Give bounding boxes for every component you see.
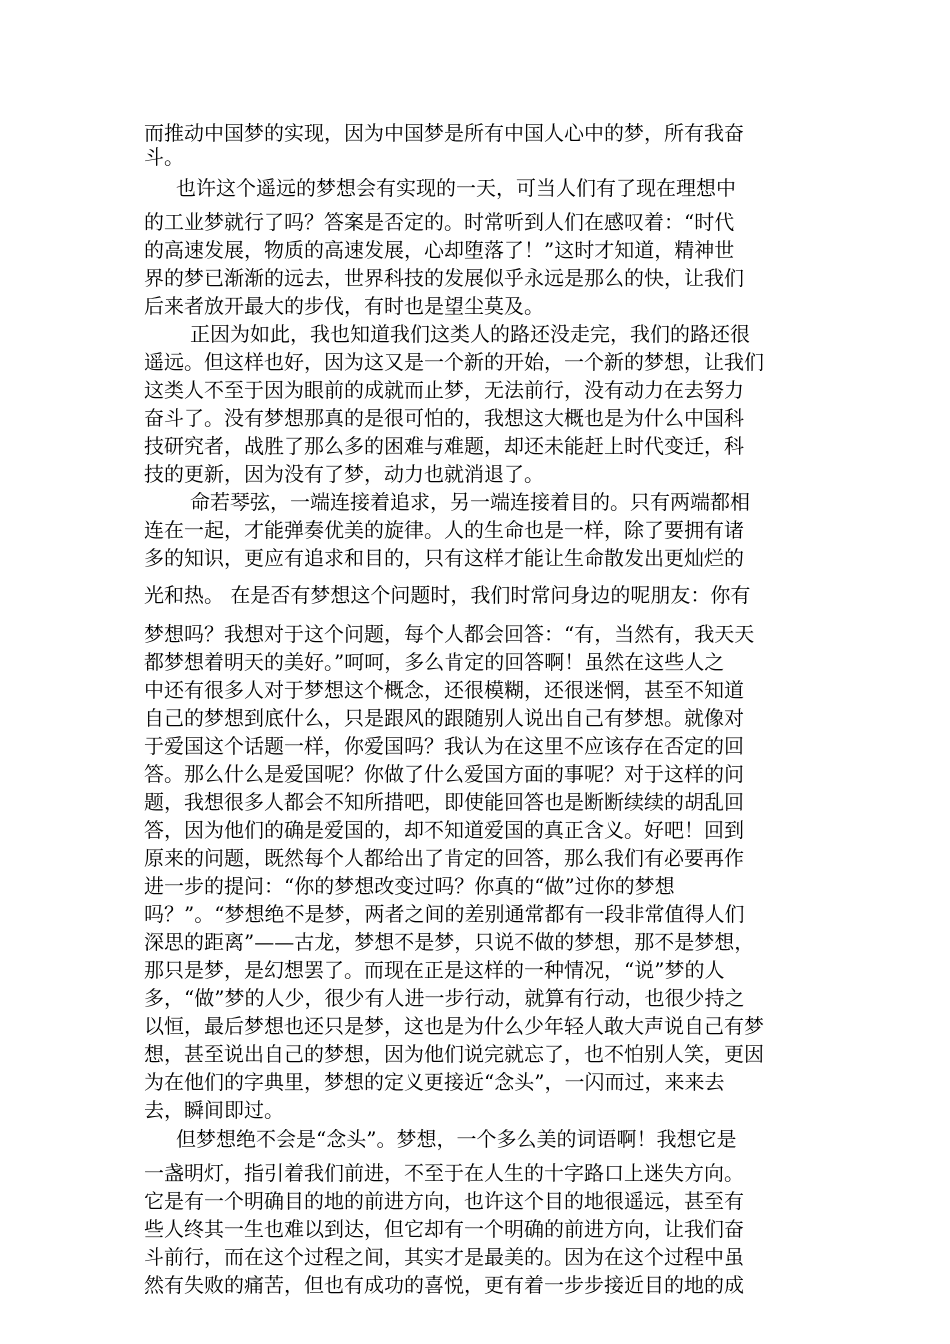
text-line: 自己的梦想到底什么，只是跟风的跟随别人说出自己有梦想。就像对	[144, 706, 744, 730]
text-line: 奋斗了。没有梦想那真的是很可怕的，我想这大概也是为什么中国科	[144, 406, 744, 430]
text-line: 界的梦已渐渐的远去，世界科技的发展似乎永远是那么的快，让我们	[144, 266, 744, 290]
text-line: 那只是梦，是幻想罢了。而现在正是这样的一种情况，“说”梦的人	[144, 958, 725, 982]
text-line: 深思的距离”——古龙，梦想不是梦，只说不做的梦想，那不是梦想，	[144, 930, 755, 954]
text-line: 题，我想很多人都会不知所措吧，即使能回答也是断断续续的胡乱回	[144, 790, 744, 814]
text-line: 连在一起，才能弹奏优美的旋律。人的生命也是一样，除了要拥有诸	[144, 518, 744, 542]
text-line: 为在他们的字典里，梦想的定义更接近“念头”，一闪而过，来来去	[144, 1070, 725, 1094]
text-line: 中还有很多人对于梦想这个概念，还很模糊，还很迷惘，甚至不知道	[144, 678, 744, 702]
text-line: 然有失败的痛苦，但也有成功的喜悦，更有着一步步接近目的地的成	[144, 1273, 744, 1297]
text-line: 但梦想绝不会是“念头”。梦想，一个多么美的词语啊！我想它是	[176, 1127, 737, 1151]
text-line: 答。那么什么是爱国呢？你做了什么爱国方面的事呢？对于这样的问	[144, 762, 744, 786]
text-line: 去，瞬间即过。	[144, 1098, 284, 1122]
text-line: 于爱国这个话题一样，你爱国吗？我认为在这里不应该存在否定的回	[144, 734, 744, 758]
text-line: 想，甚至说出自己的梦想，因为他们说完就忘了，也不怕别人笑，更因	[144, 1042, 764, 1066]
text-line: 都梦想着明天的美好。”呵呵，多么肯定的回答啊！虽然在这些人之	[144, 650, 725, 674]
text-line: 命若琴弦，一端连接着追求，另一端连接着目的。只有两端都相	[190, 490, 750, 514]
text-line: 遥远。但这样也好，因为这又是一个新的开始，一个新的梦想，让我们	[144, 350, 764, 374]
text-line: 后来者放开最大的步伐，有时也是望尘莫及。	[144, 294, 544, 318]
text-line: 一盏明灯，指引着我们前进，不至于在人生的十字路口上迷失方向。	[144, 1161, 744, 1185]
text-line: 而推动中国梦的实现，因为中国梦是所有中国人心中的梦，所有我奋	[144, 121, 744, 145]
text-line: 原来的问题，既然每个人都给出了肯定的回答，那么我们有必要再作	[144, 846, 744, 870]
text-line: 这类人不至于因为眼前的成就而止梦，无法前行，没有动力在去努力	[144, 378, 744, 402]
text-line: 多的知识，更应有追求和目的，只有这样才能让生命散发出更灿烂的	[144, 546, 744, 570]
text-line: 也许这个遥远的梦想会有实现的一天，可当人们有了现在理想中	[176, 176, 736, 200]
text-line: 梦想吗？我想对于这个问题，每个人都会回答：“有，当然有，我天天	[144, 622, 755, 646]
text-line: 的工业梦就行了吗？答案是否定的。时常听到人们在感叹着：“时代	[144, 210, 735, 234]
text-line: 多，“做”梦的人少，很少有人进一步行动，就算有行动，也很少持之	[144, 986, 745, 1010]
text-line: 技研究者，战胜了那么多的困难与难题，却还未能赶上时代变迁，科	[144, 434, 744, 458]
text-line: 它是有一个明确目的地的前进方向，也许这个目的地很遥远，甚至有	[144, 1189, 744, 1213]
text-line: 斗。	[144, 145, 184, 169]
text-line: 答，因为他们的确是爱国的，却不知道爱国的真正含义。好吧！回到	[144, 818, 744, 842]
text-line: 正因为如此，我也知道我们这类人的路还没走完，我们的路还很	[190, 322, 750, 346]
text-line: 技的更新，因为没有了梦，动力也就消退了。	[144, 462, 544, 486]
text-line: 吗？”。“梦想绝不是梦，两者之间的差别通常都有一段非常值得人们	[144, 902, 745, 926]
text-line: 以恒，最后梦想也还只是梦，这也是为什么少年轻人敢大声说自己有梦	[144, 1014, 764, 1038]
text-line: 的高速发展，物质的高速发展，心却堕落了！”这时才知道，精神世	[144, 238, 735, 262]
text-line: 些人终其一生也难以到达，但它却有一个明确的前进方向，让我们奋	[144, 1217, 744, 1241]
text-line: 光和热。 在是否有梦想这个问题时，我们时常问身边的呢朋友：你有	[144, 583, 751, 607]
text-line: 斗前行，而在这个过程之间，其实才是最美的。因为在这个过程中虽	[144, 1245, 744, 1269]
text-line: 进一步的提问：“你的梦想改变过吗？你真的“做”过你的梦想	[144, 874, 675, 898]
